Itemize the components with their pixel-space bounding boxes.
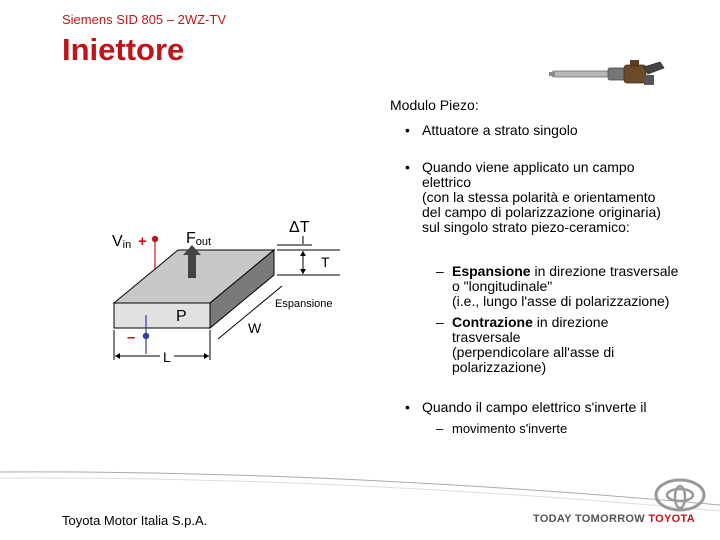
bold-term: Contrazione	[452, 314, 533, 330]
l-label: L	[163, 349, 171, 365]
bullet-dot: •	[405, 399, 410, 415]
footer-company: Toyota Motor Italia S.p.A.	[62, 513, 208, 528]
bullet-text-line: Quando viene applicato un campo	[422, 159, 635, 175]
sub-bullet-text-line: trasversale	[452, 329, 521, 345]
vin-label: Vin	[112, 233, 132, 251]
sub-bullet-text-line: (perpendicolare all'asse di	[452, 344, 615, 360]
t-arrow-up	[300, 251, 306, 256]
bullet-text-line: elettrico	[422, 174, 472, 190]
dash-marker: –	[436, 421, 444, 436]
force-arrow-shaft	[188, 254, 196, 278]
block-front-face	[114, 303, 210, 328]
positive-terminal	[152, 236, 158, 242]
toyota-logo-icon	[654, 478, 706, 512]
sub-bullet-text: movimento s'inverte	[452, 421, 568, 436]
bullet-text: Quando il campo elettrico s'inverte il	[422, 399, 647, 415]
footer-swoosh	[0, 472, 720, 505]
bullet-dot: •	[405, 122, 410, 138]
footer-swoosh-light	[0, 478, 720, 511]
l-arrow-left	[115, 353, 120, 359]
slide-title: Iniettore	[62, 32, 185, 67]
bullet-text-line: sul singolo strato piezo-ceramico:	[422, 219, 630, 235]
p-label: P	[176, 308, 187, 325]
sub-bullet-text: in direzione	[532, 314, 609, 330]
presentation-subtitle: Siemens SID 805 – 2WZ-TV	[62, 12, 226, 27]
sub-bullet-text: in direzione trasversale	[530, 263, 679, 279]
dash-marker: –	[436, 263, 444, 279]
sub-bullet-text-line: (i.e., lungo l'asse di polarizzazione)	[452, 293, 670, 309]
sub-bullet-text-line: polarizzazione)	[452, 359, 547, 375]
bullet-dot: •	[405, 159, 410, 175]
l-arrow-right	[204, 353, 209, 359]
bullet-text-line: del campo di polarizzazione originaria)	[422, 204, 661, 220]
bold-term: Espansione	[452, 263, 531, 279]
plus-sign: +	[138, 233, 147, 250]
t-arrow-down	[300, 269, 306, 274]
t-label: T	[321, 254, 330, 270]
minus-sign: –	[127, 329, 136, 346]
bullet-text-line: (con la stessa polarità e orientamento	[422, 189, 656, 205]
w-label: W	[248, 320, 262, 336]
module-heading: Modulo Piezo:	[390, 97, 479, 113]
negative-terminal	[143, 333, 149, 339]
dash-marker: –	[436, 314, 444, 330]
slogan-toyota: TOYOTA	[648, 513, 695, 525]
espansione-label: Espansione	[275, 298, 333, 310]
bullet-text: Attuatore a strato singolo	[422, 122, 578, 138]
footer-slogan	[533, 513, 695, 525]
delta-t-label: ΔT	[289, 219, 310, 236]
slogan-today-tomorrow: TODAY TOMORROW	[533, 513, 649, 525]
sub-bullet-text-line: o "longitudinale"	[452, 278, 553, 294]
fout-label: Fout	[186, 230, 212, 248]
